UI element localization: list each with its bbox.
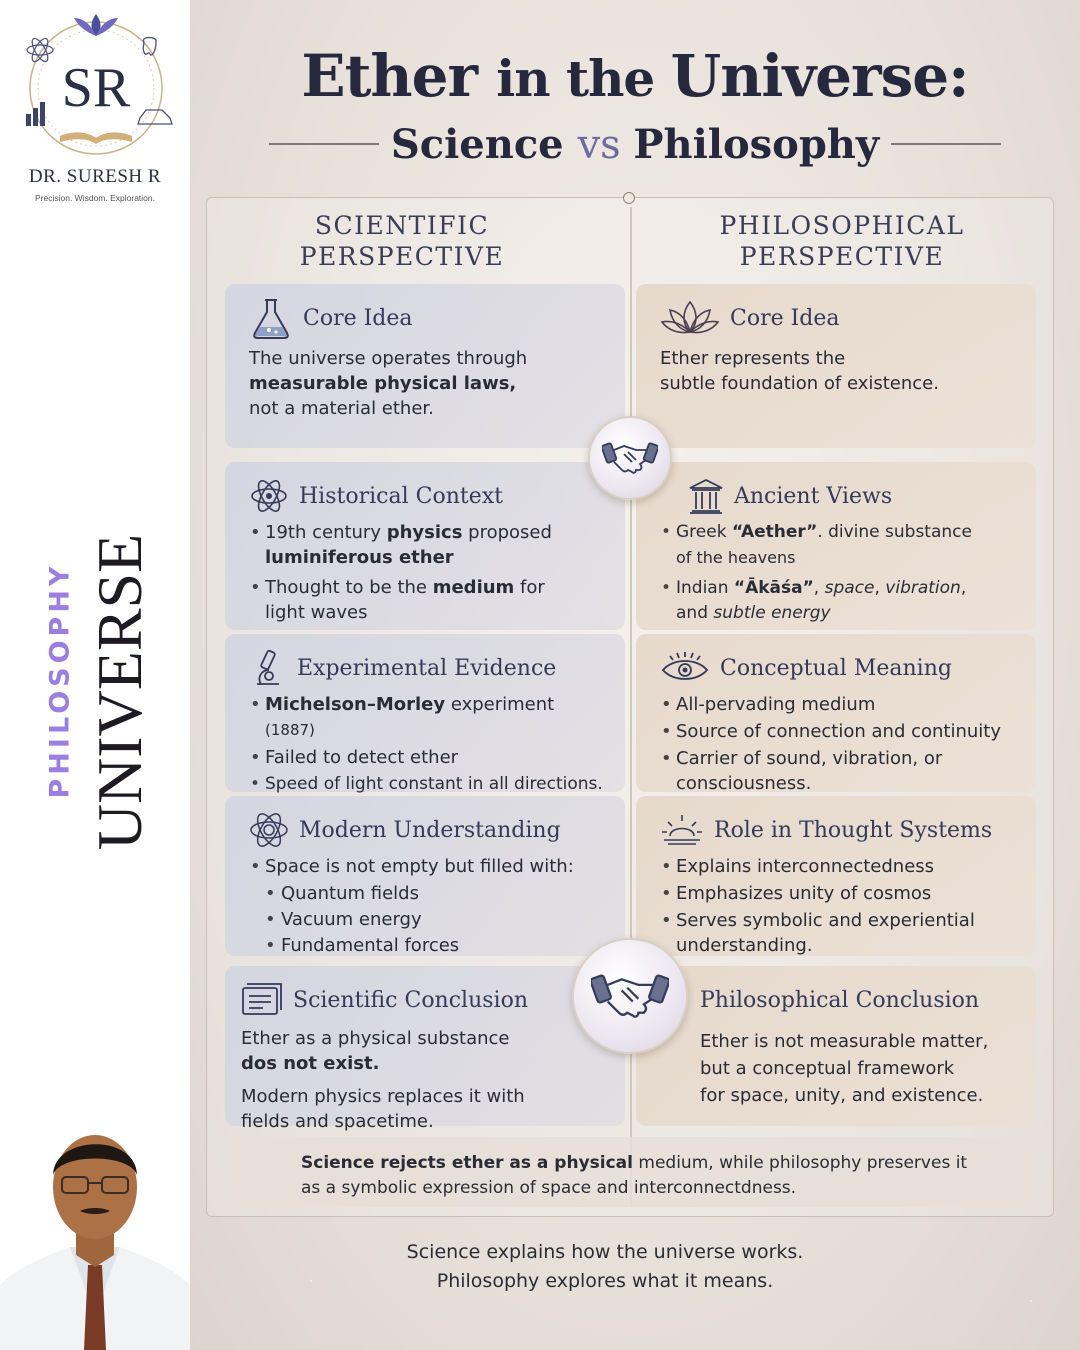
svg-text:SR: SR	[61, 57, 131, 119]
science-modern-understanding-card	[225, 796, 625, 956]
list-item: • Carrier of sound, vibration, or consciousness.	[660, 746, 1018, 796]
summary-banner: Science rejects ether as a physical medium, while philosophy preserves it as a symbolic expression of space and interconnectdness.	[226, 1137, 1034, 1207]
eye-icon	[660, 650, 710, 686]
frame-ornament	[623, 192, 635, 204]
list-item: • Vacuum energy	[249, 907, 607, 932]
science-modern-understanding-heading: Modern Understanding	[299, 817, 561, 843]
temple-icon	[688, 478, 724, 514]
science-experimental-evidence-heading: Experimental Evidence	[297, 655, 557, 681]
list-item: • Michelson–Morley experiment (1887)	[249, 692, 607, 743]
philosophy-role-card	[636, 796, 1036, 956]
page-subtitle: Science vs Philosophy	[190, 116, 1080, 172]
sunrise-icon	[660, 812, 704, 848]
philosophy-core-idea-text: Ether represents the subtle foundation of existence.	[660, 348, 939, 394]
list-item: • Serves symbolic and experiential understanding.	[660, 908, 1018, 958]
list-item: • Thought to be the medium for light waves	[249, 575, 607, 625]
philosophy-column-heading: PHILOSOPHICAL PERSPECTIVE	[719, 211, 965, 271]
handshake-icon	[591, 968, 669, 1024]
brand-logo-icon	[12, 6, 180, 166]
vertical-wordmark	[30, 515, 155, 851]
science-column-heading: SCIENTIFIC PERSPECTIVE	[299, 211, 505, 271]
philosophy-conclusion-text: Ether is not measurable matter, but a conceptual framework for space, unity, and existence.	[700, 1031, 989, 1106]
science-historical-context-heading: Historical Context	[299, 483, 503, 509]
subtitle-rule-right	[891, 143, 1001, 145]
brand-name: DR. SURESH R	[28, 166, 162, 187]
flask-icon	[249, 297, 293, 339]
handshake-medallion-top	[588, 416, 672, 500]
philosophy-role-heading: Role in Thought Systems	[714, 817, 993, 843]
list-item: • Speed of light constant in all directions.	[249, 772, 607, 797]
brand-sidebar	[0, 0, 190, 1350]
vertical-philosophy-label: PHILOSOPHY	[44, 562, 76, 799]
philosophy-conceptual-meaning-card	[636, 634, 1036, 792]
science-conclusion-heading: Scientific Conclusion	[293, 987, 528, 1013]
list-item: • 19th century physics proposed luminiferous ether	[249, 520, 607, 570]
philosophy-conclusion-card	[636, 966, 1036, 1126]
subtitle-rule-left	[269, 143, 379, 145]
handshake-icon	[602, 438, 658, 478]
science-conclusion-note: Modern physics replaces it with fields and spacetime.	[241, 1086, 525, 1132]
philosophy-conceptual-meaning-heading: Conceptual Meaning	[720, 655, 952, 681]
list-item: • Greek “Aether”. divine substance of the heavens	[660, 520, 1018, 571]
page-title: Ether in the Universe:	[301, 42, 969, 110]
handshake-medallion-bottom	[572, 938, 688, 1054]
microscope-icon	[249, 648, 287, 688]
philosophy-ancient-views-card	[636, 462, 1036, 630]
science-core-idea-heading: Core Idea	[303, 305, 413, 331]
philosophy-core-idea-card	[636, 284, 1036, 448]
philosophy-core-idea-heading: Core Idea	[730, 305, 840, 331]
orbit-icon	[249, 810, 289, 850]
list-item: • Quantum fields	[249, 881, 607, 906]
philosophy-ancient-views-heading: Ancient Views	[734, 483, 893, 509]
footer-quote: Science explains how the universe works. Philosophy explores what it means.	[406, 1241, 804, 1292]
infographic-poster	[190, 0, 1080, 1350]
list-item: • Failed to detect ether	[249, 745, 607, 770]
list-item: • Indian “Ākāśa”, space, vibration, and subtle energy	[660, 576, 1018, 626]
science-conclusion-text: Ether as a physical substance dos not exist.	[241, 1028, 510, 1074]
document-icon	[241, 982, 283, 1018]
science-historical-context-card	[225, 462, 625, 630]
list-item: • All-pervading medium	[660, 692, 1018, 717]
science-experimental-evidence-card	[225, 634, 625, 792]
science-core-idea-text: The universe operates through measurable physical laws, not a material ether.	[249, 348, 528, 419]
science-core-idea-card	[225, 284, 625, 448]
column-divider	[630, 207, 632, 1207]
list-item: • Fundamental forces	[249, 933, 607, 958]
brand-tagline: Precision. Wisdom. Exploration.	[35, 193, 155, 203]
lotus-icon	[660, 298, 720, 338]
list-item: • Space is not empty but filled with:	[249, 854, 607, 879]
philosophy-conclusion-heading: Philosophical Conclusion	[700, 987, 980, 1013]
vertical-universe-label: UNIVERSE	[84, 533, 155, 851]
list-item: • Explains interconnectedness	[660, 854, 1018, 879]
author-portrait	[0, 1115, 190, 1350]
science-conclusion-card	[225, 966, 625, 1132]
list-item: • Source of connection and continuity	[660, 719, 1018, 744]
list-item: • Emphasizes unity of cosmos	[660, 881, 1018, 906]
atom-icon	[249, 476, 289, 516]
